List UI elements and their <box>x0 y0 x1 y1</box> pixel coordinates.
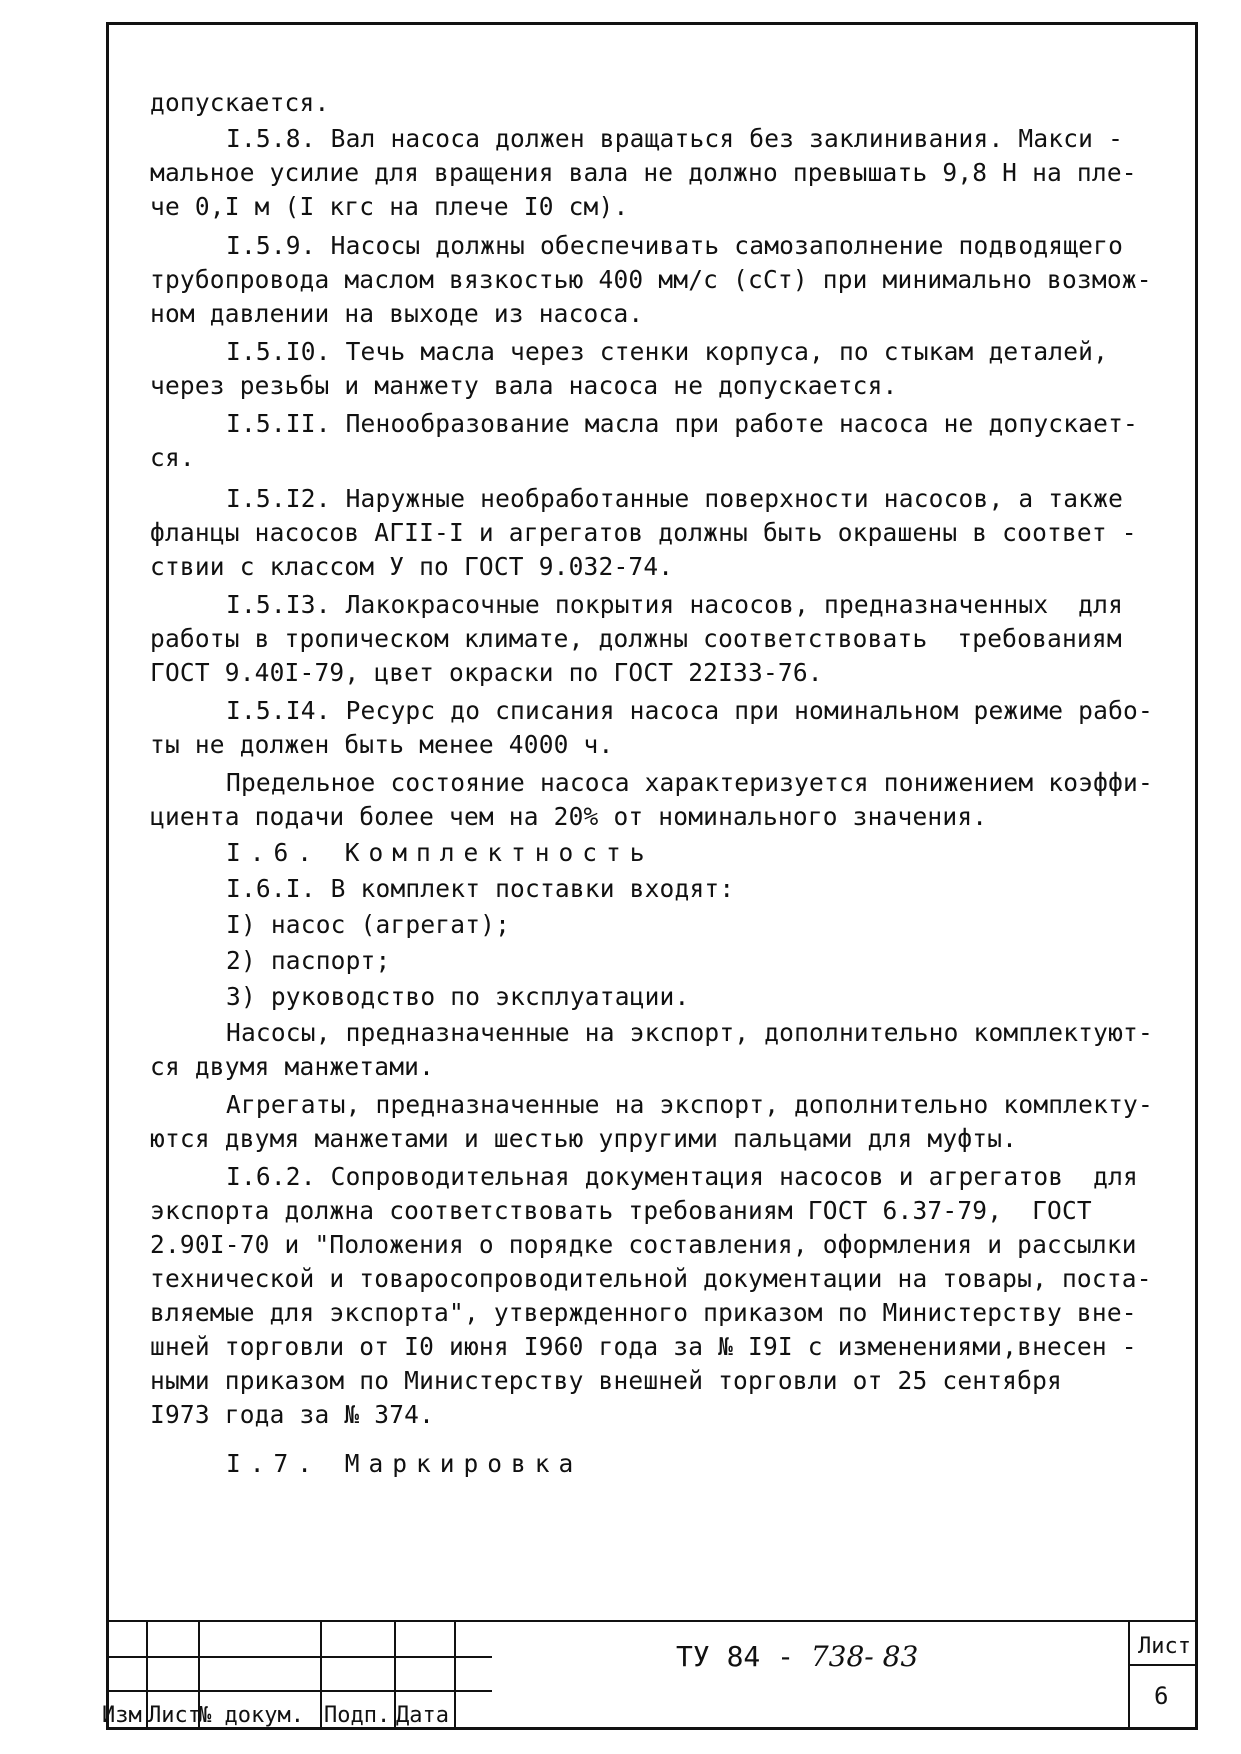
sheet-cell-divider <box>1128 1664 1198 1666</box>
list-item: I) насос (агрегат); <box>226 910 511 939</box>
title-block-col-line <box>454 1620 456 1730</box>
title-block-row-line <box>106 1690 492 1692</box>
clause-1-5-13: I.5.I3. Лакокрасочные покрытия насосов, предназначенных для <box>226 590 1124 619</box>
text-line: ствии с классом У по ГОСТ 9.032-74. <box>150 552 674 581</box>
text-line: вляемые для экспорта", утвержденного приказом по Министерству вне- <box>150 1298 1137 1327</box>
clause-1-5-12: I.5.I2. Наружные необработанные поверхности насосов, а также <box>226 484 1124 513</box>
paragraph-start: Агрегаты, предназначенные на экспорт, дополнительно комплекту- <box>226 1090 1153 1119</box>
sheet-number: 6 <box>1154 1682 1169 1710</box>
paragraph-start: Предельное состояние насоса характеризуется понижением коэффи- <box>226 768 1153 797</box>
clause-1-5-8: I.5.8. Вал насоса должен вращаться без заклинивания. Макси - <box>226 124 1124 153</box>
caption-date: Дата <box>396 1703 449 1728</box>
caption-sheet: Лист <box>148 1703 201 1728</box>
text-line: работы в тропическом климате, должны соответствовать требованиям <box>150 624 1122 653</box>
title-block <box>102 1620 1198 1730</box>
text-line: I973 года за № 374. <box>150 1400 435 1429</box>
text-line: ся. <box>150 443 195 472</box>
clause-1-6-1: I.6.I. В комплект поставки входят: <box>226 874 735 903</box>
sheet-label: Лист <box>1138 1634 1191 1659</box>
text-line: допускается. <box>150 88 330 117</box>
clause-1-5-9: I.5.9. Насосы должны обеспечивать самозаполнение подводящего <box>226 231 1124 260</box>
section-heading-marking: I.7. Маркировка <box>226 1449 583 1478</box>
caption-document-number: № докум. <box>198 1703 304 1728</box>
title-block-col-line <box>320 1620 322 1730</box>
text-line: через резьбы и манжету вала насоса не допускается. <box>150 371 898 400</box>
document-number-handwritten: 738- 83 <box>810 1640 919 1673</box>
text-line: циента подачи более чем на 20% от номинального значения. <box>150 802 988 831</box>
text-line: экспорта должна соответствовать требованиям ГОСТ 6.37-79, ГОСТ <box>150 1196 1092 1225</box>
document-prefix: ТУ 84 - <box>676 1640 811 1673</box>
text-line: ГОСТ 9.40I-79, цвет окраски по ГОСТ 22I33-76. <box>150 658 823 687</box>
caption-change: Изм <box>102 1703 142 1728</box>
text-line: 2.90I-70 и "Положения о порядке составления, оформления и рассылки <box>150 1230 1137 1259</box>
text-line: ными приказом по Министерству внешней торговли от 25 сентября <box>150 1366 1062 1395</box>
clause-1-6-2: I.6.2. Сопроводительная документация насосов и агрегатов для <box>226 1162 1138 1191</box>
list-item: 2) паспорт; <box>226 946 391 975</box>
text-line: мальное усилие для вращения вала не должно превышать 9,8 Н на пле- <box>150 158 1137 187</box>
paragraph-start: Насосы, предназначенные на экспорт, дополнительно комплектуют- <box>226 1018 1153 1047</box>
clause-1-5-14: I.5.I4. Ресурс до списания насоса при номинальном режиме рабо- <box>226 696 1153 725</box>
text-line: ном давлении на выходе из насоса. <box>150 299 644 328</box>
title-block-col-line <box>1128 1620 1130 1730</box>
text-line: ся двумя манжетами. <box>150 1052 435 1081</box>
text-line: ты не должен быть менее 4000 ч. <box>150 730 614 759</box>
title-block-row-line <box>106 1656 492 1658</box>
text-line: фланцы насосов АГII-I и агрегатов должны быть окрашены в соответ - <box>150 518 1137 547</box>
text-line: че 0,I м (I кгс на плече I0 см). <box>150 192 629 221</box>
text-line: технической и товаросопроводительной документации на товары, поста- <box>150 1264 1152 1293</box>
text-line: трубопровода маслом вязкостью 400 мм/с (сСт) при минимально возмож- <box>150 265 1152 294</box>
title-block-top-line <box>106 1620 1198 1622</box>
document-designation <box>676 1640 918 1673</box>
text-line: ются двумя манжетами и шестью упругими пальцами для муфты. <box>150 1124 1018 1153</box>
clause-1-5-11: I.5.II. Пенообразование масла при работе насоса не допускает- <box>226 409 1138 438</box>
clause-1-5-10: I.5.I0. Течь масла через стенки корпуса, по стыкам деталей, <box>226 337 1109 366</box>
list-item: 3) руководство по эксплуатации. <box>226 982 690 1011</box>
section-heading-completeness: I.6. Комплектность <box>226 838 654 867</box>
caption-signature: Подп. <box>324 1703 391 1728</box>
text-line: шней торговли от I0 июня I960 года за № I9I с изменениями,внесен - <box>150 1332 1137 1361</box>
